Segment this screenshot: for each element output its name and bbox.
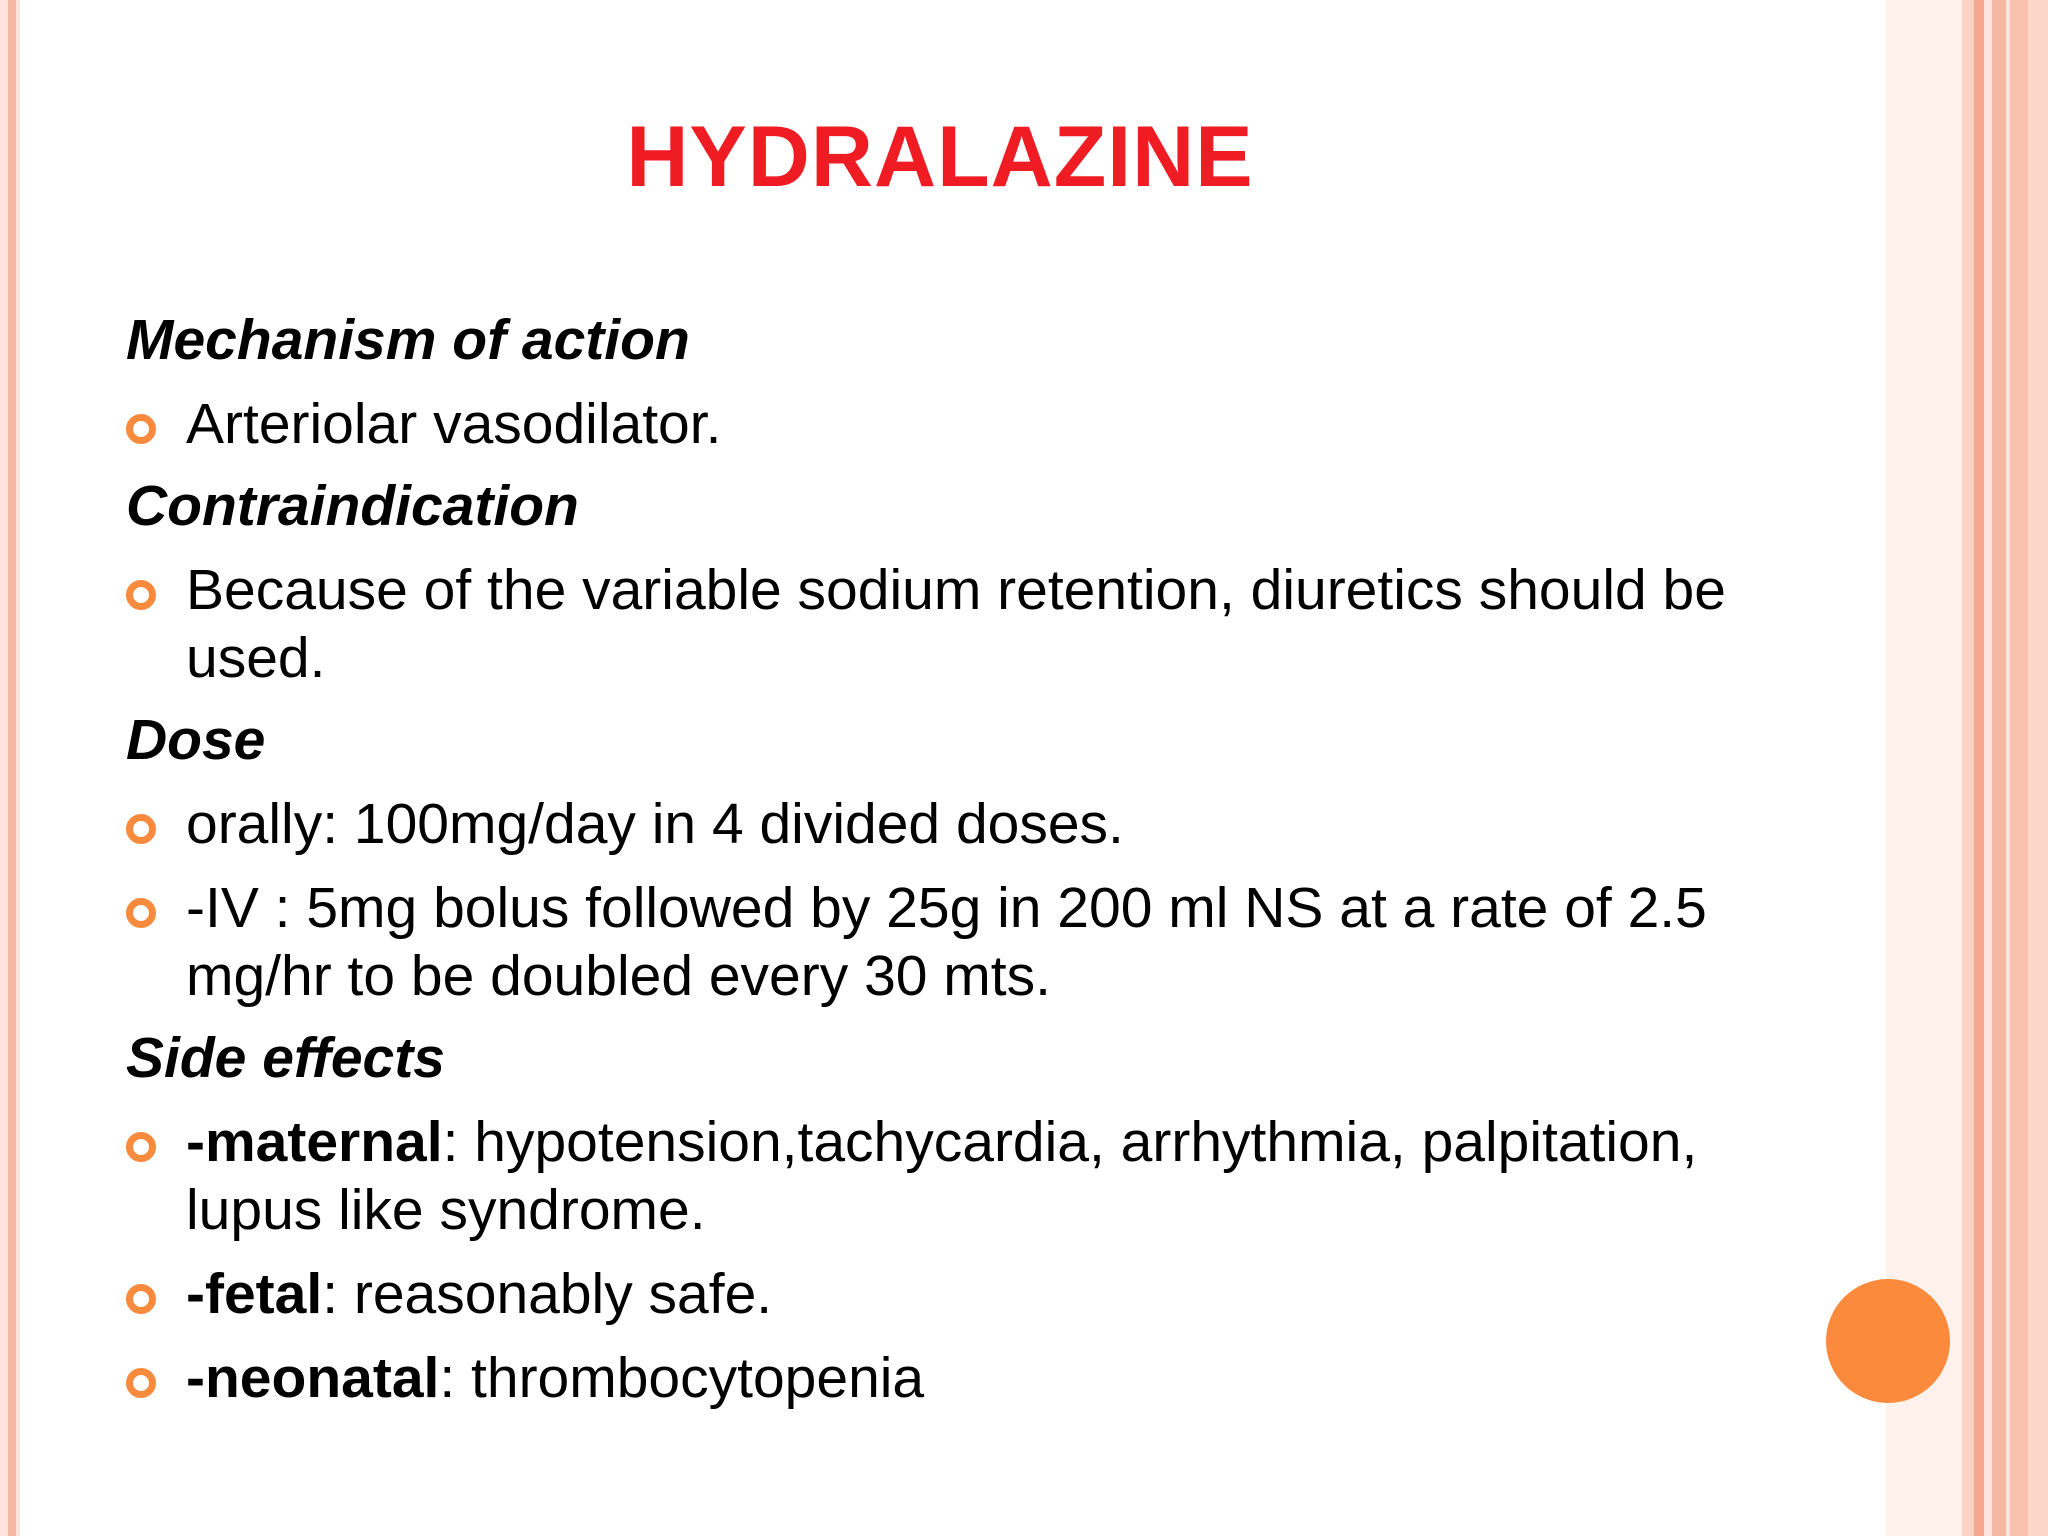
left-border-stripe <box>0 0 8 1536</box>
list-item <box>126 1260 1826 1328</box>
list-item <box>126 1344 1826 1412</box>
bullet-lead: -maternal <box>186 1110 443 1174</box>
bullet-icon <box>126 1284 156 1314</box>
list-item <box>126 1108 1826 1244</box>
right-border-stripe <box>2028 0 2048 1536</box>
bullet-text: orally: 100mg/day in 4 divided doses. <box>186 792 1124 856</box>
section-heading-mechanism: Mechanism of action <box>126 308 690 372</box>
section-heading-contraindication: Contraindication <box>126 474 579 538</box>
right-border-stripe <box>1974 0 1984 1536</box>
left-border-stripe <box>16 0 20 1536</box>
bullet-text: Arteriolar vasodilator. <box>186 392 722 456</box>
slide-content <box>126 306 1826 1412</box>
bullet-text: : reasonably safe. <box>322 1262 773 1326</box>
bullet-icon <box>126 898 156 928</box>
bullet-icon <box>126 1368 156 1398</box>
list-item <box>126 790 1826 858</box>
decorative-orange-circle <box>1826 1279 1950 1403</box>
section-heading-dose: Dose <box>126 708 266 772</box>
right-border-stripe <box>1984 0 1992 1536</box>
section-heading-side-effects: Side effects <box>126 1026 445 1090</box>
bullet-lead: -fetal <box>186 1262 323 1326</box>
right-border-stripe <box>2010 0 2028 1536</box>
bullet-icon <box>126 414 156 444</box>
bullet-text: : hypotension,tachycardia, arrhythmia, palpitation, lupus like syndrome. <box>186 1110 1698 1242</box>
bullet-lead: -neonatal <box>186 1346 440 1410</box>
right-border-stripe <box>1992 0 2006 1536</box>
bullet-text: -IV : 5mg bolus followed by 25g in 200 ml NS at a rate of 2.5 mg/hr to be doubled every 30 mts. <box>186 876 1707 1008</box>
slide-title: HYDRALAZINE <box>626 109 1254 205</box>
list-item <box>126 390 1826 458</box>
right-border-stripe <box>1962 0 1974 1536</box>
bullet-icon <box>126 814 156 844</box>
list-item <box>126 874 1826 1010</box>
bullet-text: Because of the variable sodium retention, diuretics should be used. <box>186 558 1726 690</box>
bullet-text: : thrombocytopenia <box>439 1346 925 1410</box>
list-item <box>126 556 1826 692</box>
bullet-icon <box>126 1132 156 1162</box>
left-border-stripe <box>8 0 16 1536</box>
bullet-icon <box>126 580 156 610</box>
